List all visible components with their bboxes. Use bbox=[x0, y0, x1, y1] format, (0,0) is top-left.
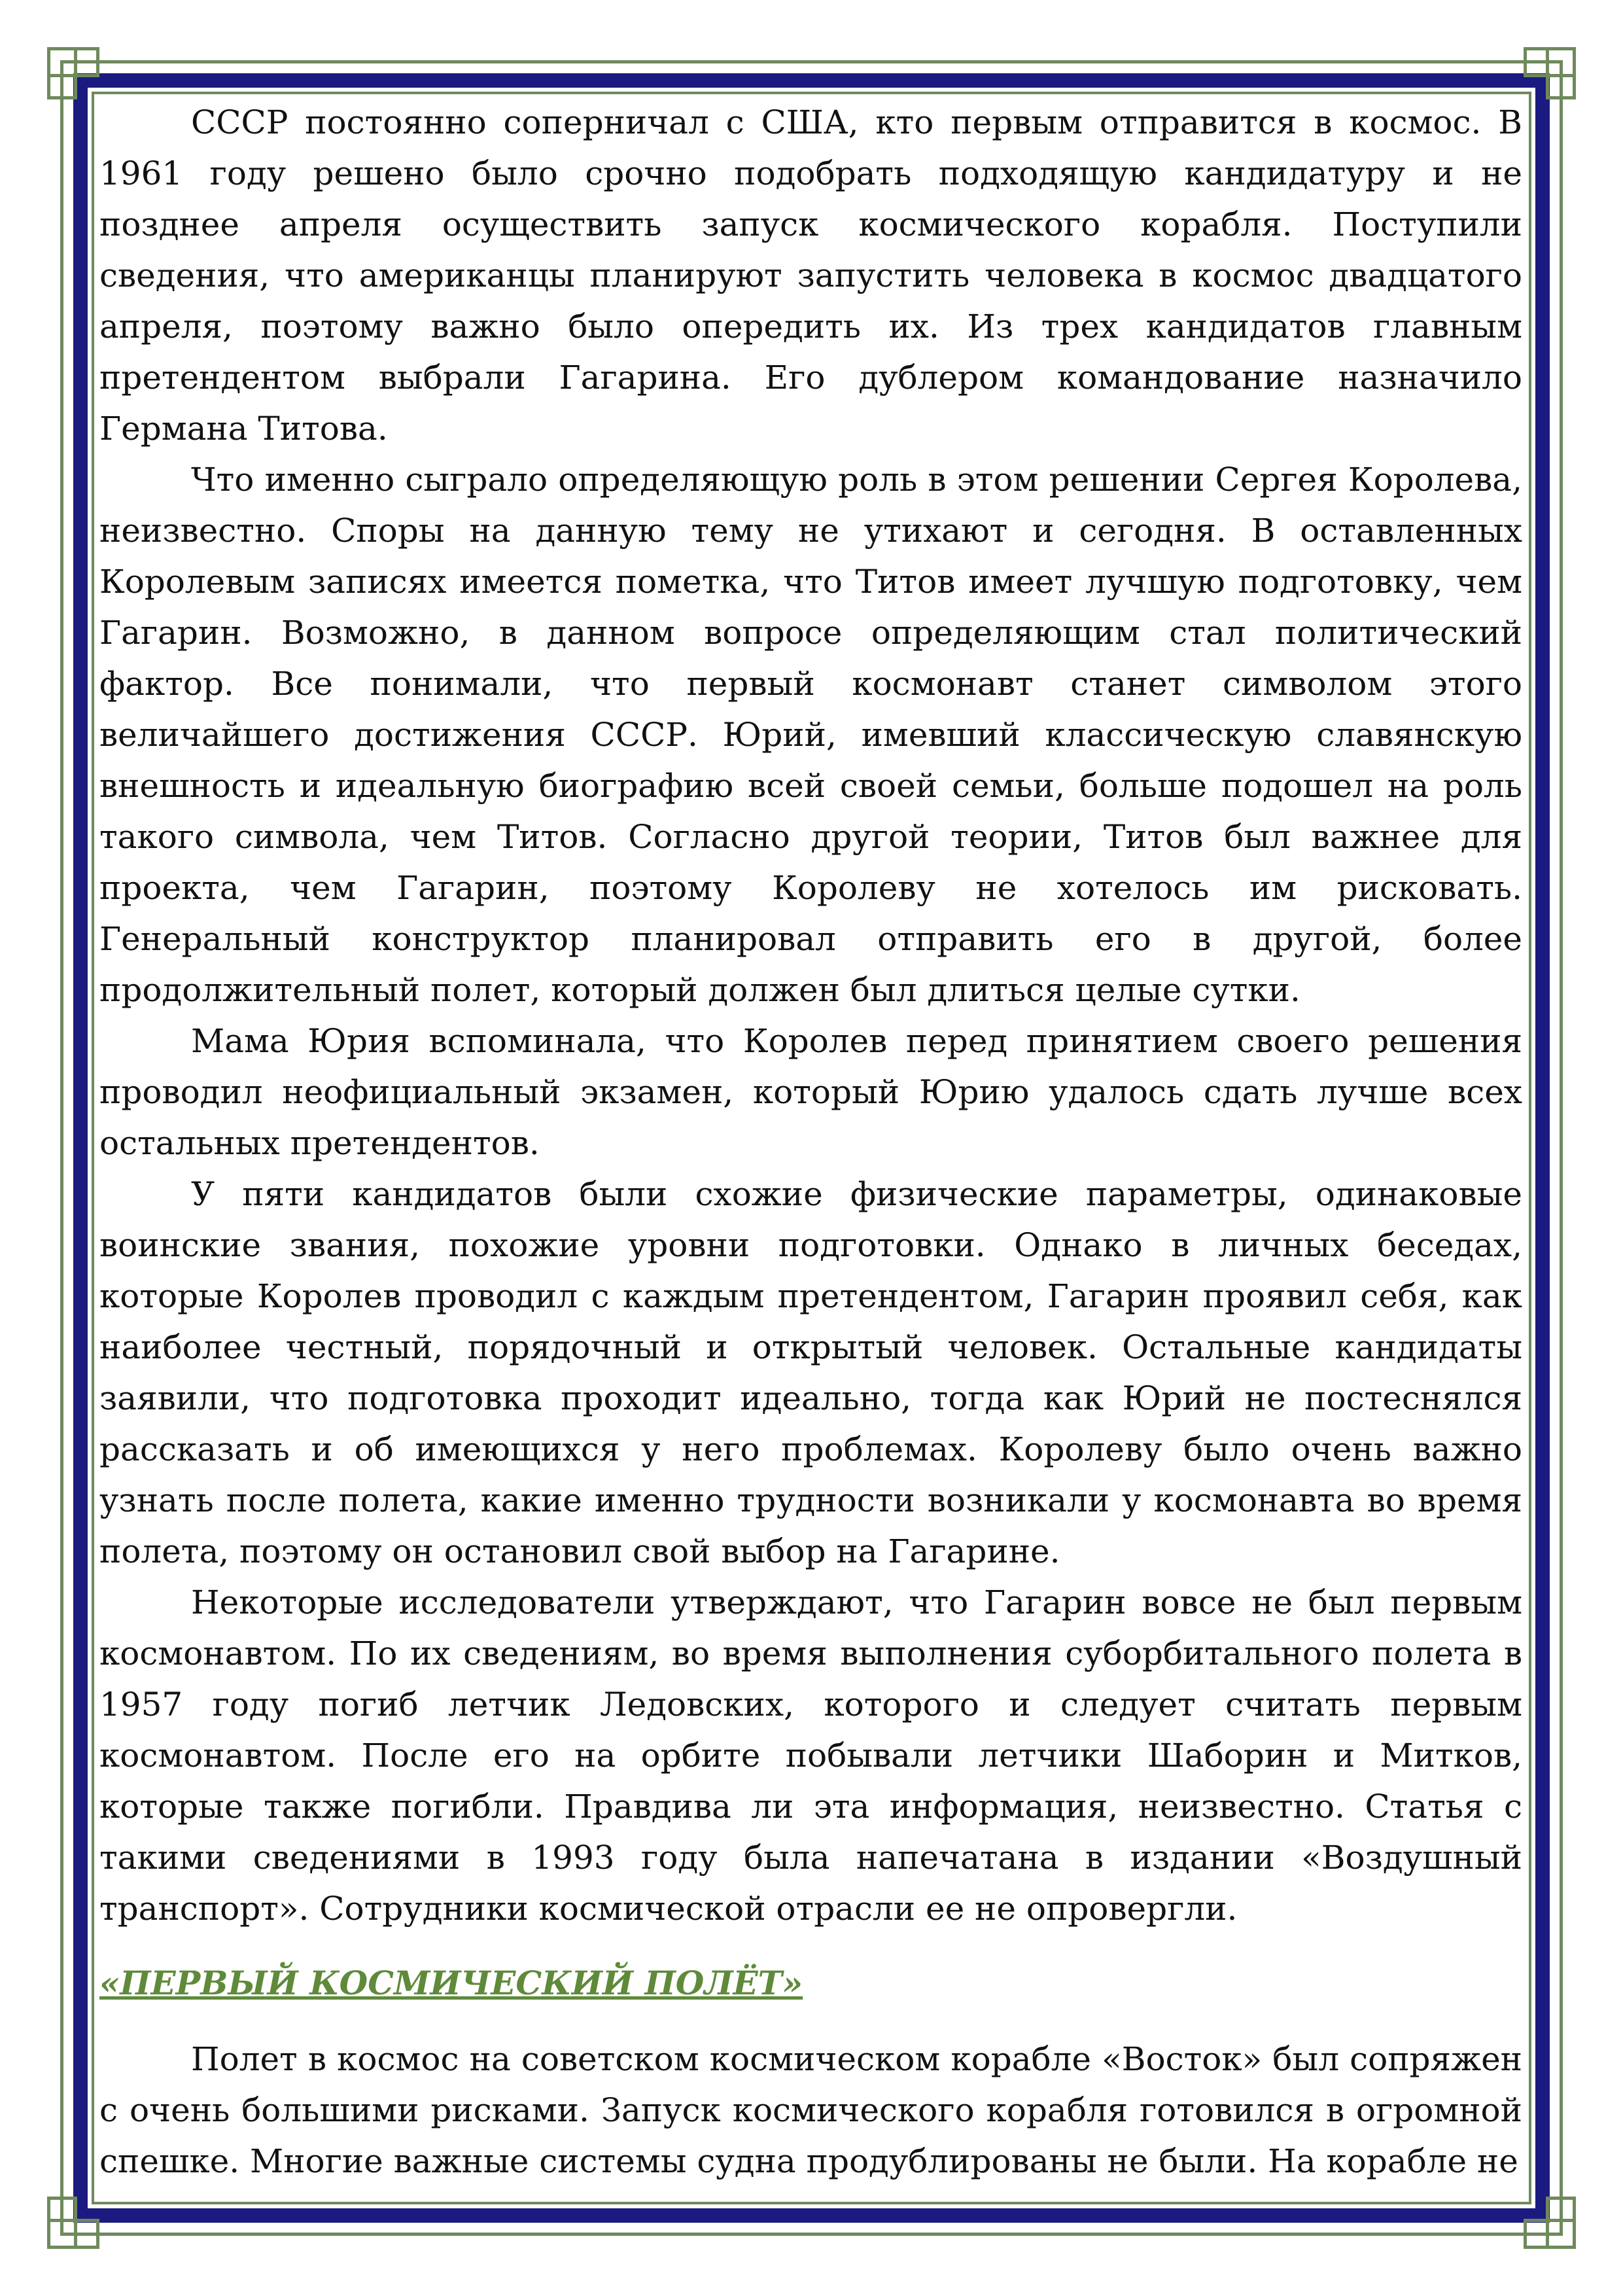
section-heading: «ПЕРВЫЙ КОСМИЧЕСКИЙ ПОЛЁТ» bbox=[99, 1964, 803, 2002]
corner-ornament-bottom-right-h bbox=[1524, 2219, 1576, 2249]
corner-ornament-top-right-h bbox=[1524, 47, 1576, 77]
paragraph: У пяти кандидатов были схожие физические параметры, одинаковые воинские звания, похожие уровни подготовки. Однако в личных беседах, которые Королев проводил с каждым претендентом, Гагарин проявил себя, как наиболее честный, порядочный и открытый человек. Остальные кандидаты заявили, что подготовка проходит идеально, тогда как Юрий не постеснялся рассказать и об имеющихся у него проблемах. Королеву было очень важно узнать после полета, какие именно трудности возникали у космонавта во время полета, поэтому он остановил свой выбор на Гагарине. bbox=[99, 1175, 1522, 1570]
paragraph: Полет в космос на советском космическом корабле «Восток» был сопряжен с очень большими рисками. Запуск космического корабля готовился в огромной спешке. Многие важные системы судна продублированы не были. На корабле не bbox=[99, 2040, 1522, 2180]
corner-ornament-bottom-left-h bbox=[47, 2219, 99, 2249]
document-body bbox=[99, 97, 1522, 2187]
paragraph: Мама Юрия вспоминала, что Королев перед принятием своего решения проводил неофициальный экзамен, который Юрию удалось сдать лучше всех остальных претендентов. bbox=[99, 1022, 1522, 1162]
paragraph: Что именно сыграло определяющую роль в этом решении Сергея Королева, неизвестно. Споры на данную тему не утихают и сегодня. В оставленных Королевым записях имеется пометка, что Титов имеет лучшую подготовку, чем Гагарин. Возможно, в данном вопросе определяющим стал политический фактор. Все понимали, что первый космонавт станет символом этого величайшего достижения СССР. Юрий, имевший классическую славянскую внешность и идеальную биографию всей своей семьи, больше подошел на роль такого символа, чем Титов. Согласно другой теории, Титов был важнее для проекта, чем Гагарин, поэтому Королеву не хотелось им рисковать. Генеральный конструктор планировал отправить его в другой, более продолжительный полет, который должен был длиться целые сутки. bbox=[99, 461, 1522, 1009]
paragraph: Некоторые исследователи утверждают, что Гагарин вовсе не был первым космонавтом. По их сведениям, во время выполнения суборбитального полета в 1957 году погиб летчик Ледовских, которого и следует считать первым космонавтом. После его на орбите побывали летчики Шаборин и Митков, которые также погибли. Правдива ли эта информация, неизвестно. Статья с такими сведениями в 1993 году была напечатана в издании «Воздушный транспорт». Сотрудники космической отрасли ее не опровергли. bbox=[99, 1583, 1522, 1928]
paragraph: СССР постоянно соперничал с США, кто первым отправится в космос. В 1961 году решено было срочно подобрать подходящую кандидатуру и не позднее апреля осуществить запуск космического корабля. Поступили сведения, что американцы планируют запустить человека в космос двадцатого апреля, поэтому важно было опередить их. Из трех кандидатов главным претендентом выбрали Гагарина. Его дублером командование назначило Германа Титова. bbox=[99, 103, 1522, 448]
corner-ornament-top-left-h bbox=[47, 47, 99, 77]
